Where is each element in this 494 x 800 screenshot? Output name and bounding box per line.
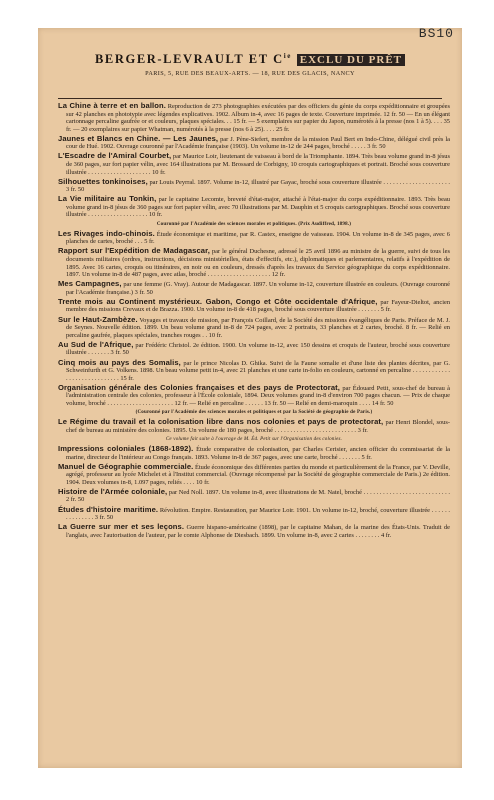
catalogue-entry [58, 523, 450, 539]
catalogue-entry [58, 152, 450, 176]
entry-description: Révolution. Empire. Restauration, par Maurice Loir. 1901. Un volume in-12, broché, couverture illustrée . . . . . . . . . . . . . . . 3 fr. 50 [66, 506, 450, 522]
catalogue-entry [58, 298, 450, 314]
catalogue-entry [58, 506, 450, 522]
entry-title: Impressions coloniales (1868-1892). [58, 443, 194, 453]
catalogue-entry [58, 463, 450, 487]
entry-title: Organisation générale des Colonies françaises et des pays de Protectorat, [58, 382, 341, 392]
publisher-address: PARIS, 5, RUE DES BEAUX-ARTS. — 18, RUE DES GLACIS, NANCY [145, 70, 355, 78]
entry-title: Trente mois au Continent mystérieux. Gabon, Congo et Côte occidentale d'Afrique, [58, 296, 378, 306]
entry-title: Manuel de Géographie commerciale. [58, 461, 194, 471]
entry-title: Sur le Haut-Zambèze. [58, 314, 138, 324]
entry-title: Jaunes et Blancs en Chine. — Les Jaunes, [58, 133, 219, 143]
entry-title: Le Régime du travail et la colonisation libre dans nos colonies et pays de protectorat, [58, 417, 384, 427]
catalogue-entry [58, 280, 450, 296]
catalogue-entry [58, 341, 450, 357]
catalogue-note: (Couronné par l'Académie des sciences morales et politiques et par la Société de géographie de Paris.) [135, 410, 373, 415]
entry-title: Histoire de l'Armée coloniale, [58, 486, 168, 496]
catalogue-entry [58, 247, 450, 278]
entry-description: par Fayeur-Dieltot, ancien membre des missions Crevaux et de Brazza. 1900. Un volume in-8 de 418 pages, broché sous couverture illustrée . . . . . . . 5 fr. [66, 298, 451, 314]
entry-title: La Guerre sur mer et ses leçons. [58, 522, 185, 532]
entry-description: Étude comparative de colonisation, par Charles Cerisier, ancien officier du commissariat de la marine, directeur de l'intérieur au Congo français. 1893. Volume in-8 de 367 pages, avec une carte, broché . . . . . . . 5 fr. [66, 445, 450, 461]
catalogue-entry [58, 102, 450, 133]
entry-title: Cinq mois au pays des Somalis, [58, 357, 181, 367]
catalogue-entries [58, 102, 450, 541]
catalogue-entry [58, 178, 450, 194]
entry-description: par Édouard Petit, sous-chef de bureau à l'administration centrale des colonies, professeur à l'École coloniale, 1894. Deux volumes grand in-8 d'environ 700 pages chacun. — Prix de chaque volume, broché . . . . . . . . . . . . . . . . . . . . . 12 fr. — Relié en percaline . . . . . . 13 fr. 50 — Relié en demi-maroquin . . . . 14 fr. 50 [66, 384, 450, 407]
publisher-sup: ie [283, 52, 293, 60]
catalogue-note: Couronné par l'Académie des sciences morales et politiques. (Prix Audiffred, 1898.) [156, 221, 352, 227]
publisher-text: BERGER-LEVRAULT ET C [95, 52, 284, 67]
header-rule [58, 98, 442, 99]
publisher-name [38, 52, 462, 67]
entry-title: La Vie militaire au Tonkin, [58, 194, 157, 204]
catalogue-entry [58, 445, 450, 461]
catalogue-page [38, 28, 462, 768]
entry-description: Étude économique des différentes parties du monde et particulièrement de la France, par V. Deville, agrégé, professeur au lycée Michelet et à l'Institut commercial. (Ouvrage récompensé par la Société de géographie commerciale de Paris.) 2e édition. 1904. Deux volumes in-8, 1.097 pages, reliés . . . . 10 fr. [66, 463, 451, 486]
entry-description: par Ned Noll. 1897. Un volume in-8, avec illustrations de M. Natel, broché . . . . . . . . . . . . . . . . . . . . . . . . . . . 2 fr. 50 [66, 488, 450, 504]
catalogue-entry [58, 135, 450, 151]
catalogue-entry [58, 359, 450, 383]
entry-description: par Frédéric Christol. 2e édition. 1900. Un volume in-12, avec 150 dessins et croquis de l'auteur, broché sous couverture illustrée . . . . . . . 3 fr. 50 [66, 341, 450, 357]
entry-description: Reproduction de 273 photographies exécutées par des officiers du génie du corps expéditionnaire et groupées sur 42 planches en phototypie avec légendes explicatives. 1902. Album in-4, avec 16 pages de texte. Couverture imprimée. 12 fr. 50 — En un élégant cartonnage percaline gaufrée or et couleurs, plaques spéciales. . . 15 fr. — 5 exemplaires sur papier du Japon, numérotés à la presse (nos 1 à 5). . . . 35 fr. — 20 exemplaires sur papier Whatman, numérotés à la presse (nos 6 à 25). . . . 25 fr. [66, 103, 450, 133]
catalogue-entry [58, 316, 450, 340]
catalogue-entry [58, 195, 450, 219]
entry-description: par Henri Blondel, sous-chef de bureau au ministère des colonies. 1895. Un volume de 180 pages, broché . . . . . . . . . . . . . . . . . . . . . . . . . . 3 fr. [66, 419, 450, 434]
entry-description: par Maurice Loir, lieutenant de vaisseau à bord de la Triomphante. 1894. Très beau volume grand in-8 jésus de 360 pages, sur fort papier vélin, avec 164 illustrations par M. Brossard de Corbigny, 10 croquis cartographiques et portrait. Broché sous couverture illustrée . . . . . . . . . . . . . . . . . . . . 10 fr. [66, 153, 450, 176]
exclu-du-pret-stamp: EXCLU DU PRÊT [297, 54, 405, 66]
library-stamp: BS10 [418, 28, 454, 41]
entry-title: Études d'histoire maritime. [58, 504, 159, 514]
catalogue-entry [58, 230, 450, 246]
entry-title: Mes Campagnes, [58, 279, 122, 289]
page-header [38, 52, 462, 77]
entry-title: L'Escadre de l'Amiral Courbet, [58, 151, 172, 161]
entry-description: par une femme (G. Vray). Autour de Madagascar. 1897. Un volume in-12, couverture illustrée en couleurs. (Ouvrage couronné par l'Académie française.) 3 fr. 50 [66, 281, 450, 296]
catalogue-entry [58, 384, 450, 408]
entry-title: Silhouettes tonkinoises, [58, 176, 148, 186]
entry-description: Étude économique et maritime, par R. Castex, enseigne de vaisseau. 1904. Un volume in-8 de 345 pages, avec 6 planches de cartes, broché . . . 5 fr. [66, 230, 450, 246]
entry-description: Voyages et travaux de mission, par François Coillard, de la Société des missions évangéliques de Paris. Préface de M. J. de Seynes. Nouvelle édition. 1899. Un beau volume grand in-8 de 724 pages, avec 2 portraits, 33 planches et 2 cartes, broché. 8 fr. — Relié en percaline gaufrée, plaques spéciales, tranches rouges . . 10 fr. [66, 316, 450, 339]
entry-title: Au Sud de l'Afrique, [58, 339, 134, 349]
entry-description: par le capitaine Lecomte, breveté d'état-major, attaché à l'état-major du corps expéditionnaire. 1893. Très beau volume grand in-8 jésus de 360 pages sur fort papier vélin, avec 70 illustrations par M. Dauphin et 5 croquis cartographiques. Broché sous couverture illustrée . . . . . . . . . . . . . . . . . . . 10 fr. [66, 196, 450, 219]
entry-title: Rapport sur l'Expédition de Madagascar, [58, 246, 210, 256]
entry-title: Les Rivages indo-chinois. [58, 228, 155, 238]
entry-description: par Louis Peyrral. 1897. Volume in-12, illustré par Gayac, broché sous couverture illustrée . . . . . . . . . . . . . . . . . . . . . 3 fr. 50 [66, 178, 450, 194]
catalogue-entry [58, 488, 450, 504]
entry-description: par le prince Nicolas D. Ghika. Suivi de la Faune somalie et d'une liste des plantes décrites, par G. Schweinfurth et G. Volkens. 1898. Un beau volume petit in-4, avec 21 planches et une carte in-folio en couleurs, cartonné en percaline . . . . . . . . . . . . . . . . . . . . . . . . . . . . . 15 fr. [66, 359, 450, 382]
catalogue-note: Ce volume fait suite à l'ouvrage de M. Éd. Petit sur l'Organisation des colonies. [165, 436, 343, 442]
entry-description: par J. Pène-Siefert, membre de la mission Paul Bert en Indo-Chine, délégué civil près la cour de Hué. 1902. Ouvrage couronné par l'Académie française (1903). Un volume in-12 de 244 pages, broché . . . . . 3 fr. 50 [66, 135, 450, 151]
entry-description: par le général Duchesne, adressé le 25 avril 1896 au ministre de la guerre, suivi de tous les documents militaires (ordres, instructions, décisions ministérielles, états d'effectifs, etc.), diplomatiques et parlementaires, relatifs à l'expédition de 1895. Avec 16 cartes, croquis ou itinéraires, en noir ou en couleurs, dressés d'après les travaux du Service géographique du corps expéditionnaire. 1897. Un volume in-8 de 487 pages, avec atlas, broché . . . . . . . . . . . . . . . . . . . . 12 fr. [66, 248, 450, 279]
entry-description: Guerre hispano-américaine (1898), par le capitaine Mahan, de la marine des États-Unis. Traduit de l'anglais, avec l'autorisation de l'auteur, par le comte Alphonse de Diesbach. 1899. Un volume in-8, avec 2 cartes . . . . . . . . 4 fr. [66, 524, 450, 539]
catalogue-entry [58, 418, 450, 434]
entry-title: La Chine à terre et en ballon. [58, 101, 166, 110]
